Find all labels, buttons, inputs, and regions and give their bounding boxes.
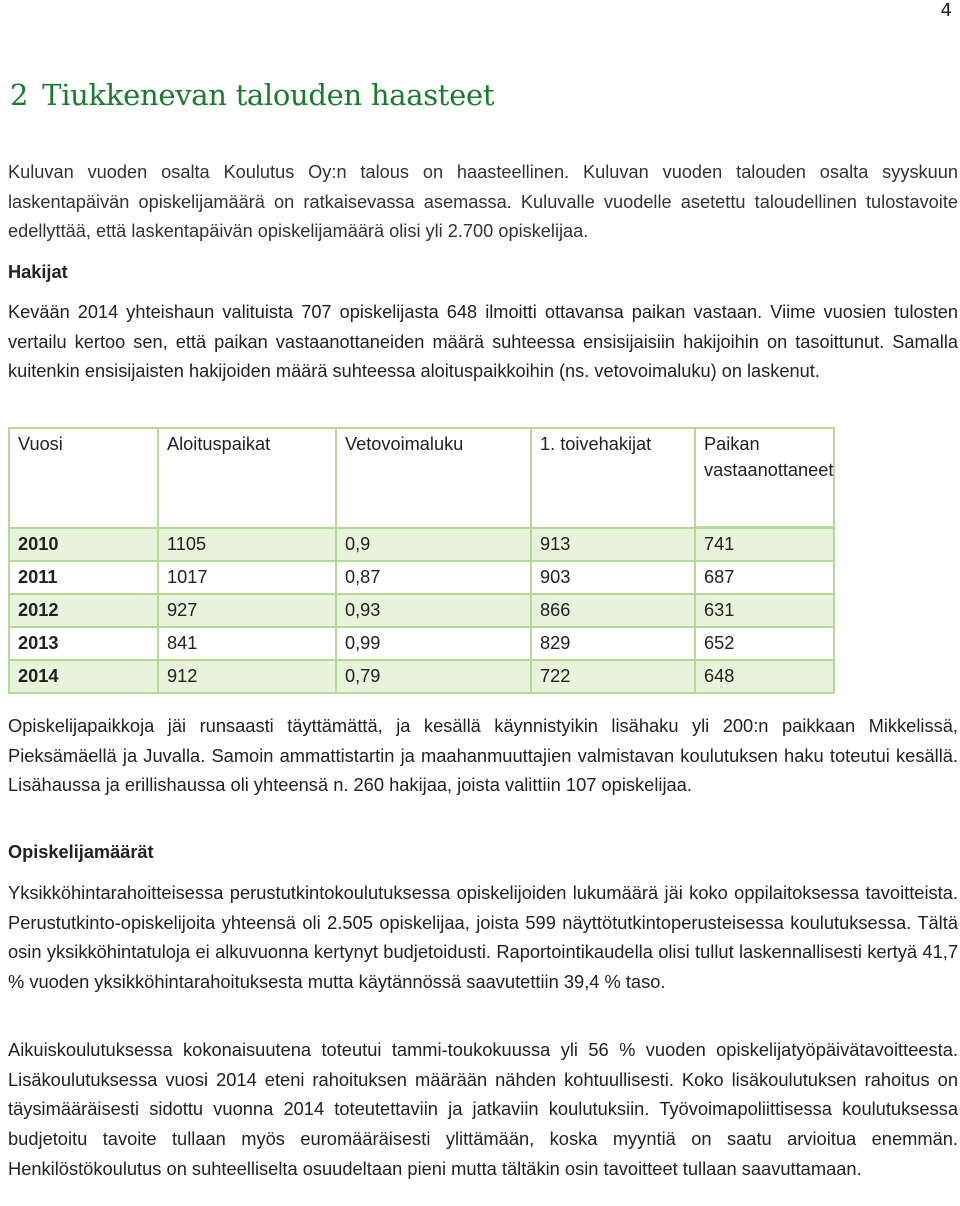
lisahaku-paragraph: Opiskelijapaikkoja jäi runsaasti täyttämättä, ja kesällä käynnistyikin lisähaku yli 200:n paikkaan Mikkelissä, Pieksämäellä ja Juvalla. Samoin ammattistartin ja maahanmuuttajien valmistavan koulutuksen haku toteutui kesällä. Lisähaussa ja erillishaussa oli yhteensä n. 260 hakijaa, joista valittiin 107 opiskelijaa.: [8, 715, 958, 796]
cell-aloituspaikat: 1105: [158, 528, 336, 562]
header-aloituspaikat: Aloituspaikat: [158, 428, 336, 528]
cell-year: 2012: [9, 594, 158, 627]
cell-vetovoimaluku: 0,87: [336, 561, 531, 594]
cell-aloituspaikat: 927: [158, 594, 336, 627]
cell-aloituspaikat: 1017: [158, 561, 336, 594]
table-row: [9, 627, 834, 660]
section-heading: [10, 78, 494, 112]
section-number: 2: [10, 78, 29, 112]
cell-toivehakijat: 903: [531, 561, 695, 594]
table-row: [9, 660, 834, 693]
page-number: 4: [940, 0, 952, 21]
aikuiskoulutus-paragraph: Aikuiskoulutuksessa kokonaisuutena toteutui tammi-toukokuussa yli 56 % vuoden opiskelijatyöpäivätavoitteesta. Lisäkoulutuksessa vuosi 2014 eteni rahoituksen määrään nähden kohtuullisesti. Koko lisäkoulutuksen rahoitus on täysimääräisesti sidottu vuonna 2014 toteutettaviin ja jatkaviin koulutuksiin. Työvoimapoliittisessa koulutuksessa budjetoitu tavoite tullaan myös euromääräisesti ylittämään, koska myyntiä on saatu arvioitua enemmän. Henkilöstökoulutus on suhteelliselta osuudeltaan pieni mutta tältäkin osin tavoitteet tullaan saavuttamaan.: [8, 1039, 958, 1179]
cell-vastaanottaneet: 631: [695, 594, 834, 627]
table-header-row: [9, 428, 834, 528]
cell-aloituspaikat: 912: [158, 660, 336, 693]
cell-toivehakijat: 722: [531, 660, 695, 693]
cell-toivehakijat: 829: [531, 627, 695, 660]
subheading-hakijat: Hakijat: [8, 262, 68, 282]
cell-vastaanottaneet: 652: [695, 627, 834, 660]
cell-vetovoimaluku: 0,99: [336, 627, 531, 660]
header-vuosi: Vuosi: [9, 428, 158, 528]
section-title: Tiukkenevan talouden haasteet: [42, 78, 495, 112]
cell-vetovoimaluku: 0,9: [336, 528, 531, 562]
cell-toivehakijat: 866: [531, 594, 695, 627]
cell-year: 2013: [9, 627, 158, 660]
cell-toivehakijat: 913: [531, 528, 695, 562]
applicants-table: [8, 427, 835, 694]
cell-aloituspaikat: 841: [158, 627, 336, 660]
cell-vastaanottaneet: 687: [695, 561, 834, 594]
intro-paragraph: Kuluvan vuoden osalta Koulutus Oy:n talous on haasteellinen. Kuluvan vuoden talouden osalta syyskuun laskentapäivän opiskelijamäärä on ratkaisevassa asemassa. Kuluvalle vuodelle asetettu taloudellinen tulostavoite edellyttää, että laskentapäivän opiskelijamäärä olisi yli 2.700 opiskelijaa.: [8, 162, 958, 242]
header-vetovoimaluku: Vetovoimaluku: [336, 428, 531, 528]
table-row: [9, 561, 834, 594]
cell-year: 2010: [9, 528, 158, 562]
cell-vetovoimaluku: 0,79: [336, 660, 531, 693]
table-row: [9, 528, 834, 562]
header-vastaanottaneet: Paikan vastaanottaneet: [695, 428, 834, 528]
hakijat-paragraph: Kevään 2014 yhteishaun valituista 707 opiskelijasta 648 ilmoitti ottavansa paikan vastaan. Viime vuosien tulosten vertailu kertoo sen, että paikan vastaanottaneiden määrä suhteessa ensisijaisiin hakijoihin on tasoittunut. Samalla kuitenkin ensisijaisten hakijoiden määrä suhteessa aloituspaikkoihin (ns. vetovoimaluku) on laskenut.: [8, 302, 958, 382]
cell-year: 2011: [9, 561, 158, 594]
cell-vastaanottaneet: 741: [695, 528, 834, 562]
subheading-opiskelijamaarat: Opiskelijamäärät: [8, 842, 154, 862]
cell-year: 2014: [9, 660, 158, 693]
cell-vastaanottaneet: 648: [695, 660, 834, 693]
opiskelijamaarat-paragraph: Yksikköhintarahoitteisessa perustutkintokoulutuksessa opiskelijoiden lukumäärä jäi koko oppilaitoksessa tavoitteista. Perustutkinto-opiskelijoita yhteensä oli 2.505 opiskelijaa, joista 599 näyttötutkintoperusteisessa koulutuksessa. Tältä osin yksikköhintatuloja ei alkuvuonna kertynyt budjetoidusti. Raportointikaudella olisi tullut laskennallisesti kertyä 41,7 % vuoden yksikköhintarahoituksesta mutta käytännössä saavutettiin 39,4 % taso.: [8, 882, 958, 993]
table-row: [9, 594, 834, 627]
header-toivehakijat: 1. toivehakijat: [531, 428, 695, 528]
cell-vetovoimaluku: 0,93: [336, 594, 531, 627]
